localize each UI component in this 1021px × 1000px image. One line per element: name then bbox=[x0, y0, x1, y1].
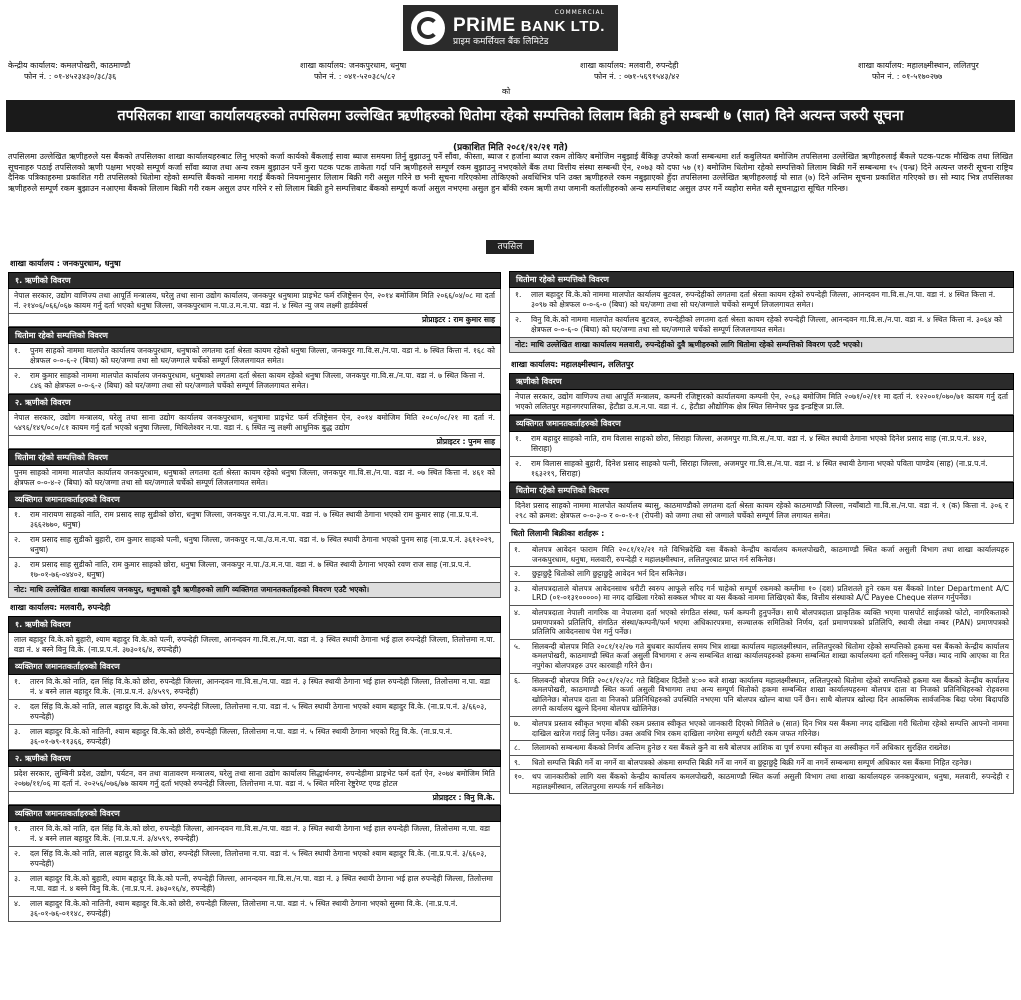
list-item: ३. लाल बहादुर वि.के.को नातिनी, श्याम बहादुर वि.के.को छोरी, रुपन्देही जिल्ला, तिलोत्तमा न.पा. वडा नं. ५ स्थित स्थायी ठेगाना भएको रितु वि.के. (ना.प्र.प.नं. ३६-०१-७९-११३६६, रुपन्देही) bbox=[8, 725, 501, 750]
collateral-detail: पुनम साहको नाममा मालपोत कार्यालय जनकपुरधाम, धनुषाको लगतमा दर्ता श्रेस्ता कायम रहेको धनुषा जिल्ला, जनकपुर गा.वि.स./न.पा. वडा नं. ०७ स्थित कित्ता नं. ४६१ को क्षेत्रफल ०-०-४-२ (बिघा) को घर/जग्गा तथा सो घर/जग्गाले चर्चेको सम्पूर्ण लिजलगायत समेत। bbox=[8, 466, 501, 491]
intro-paragraph: तपसिलमा उल्लेखित ऋणीहरुले यस बैंकको तपसिलका शाखा कार्यालयहरुबाट लिनु भएको कर्जा कार्यको बैंकलाई सावा ब्याज समयमा तिर्नु बुझाउनु पर्ने सौंवा, कीस्ता, ब्याज र हर्जाना ब्याज रकम तोकिए बमोजिम नबुझाई बैंकिङ्ग उपरेको कर्जा सम्बन्धमा शर्त कबुलियत बमोजिम तपसिलमा उल्लेखित ऋणीहरुलाई बैंकले पटक-पटक मौखिक तथा लिखित सूचनाहरु पठाई तपसिलको ऋणी पक्षमा भएको सम्पूर्ण कर्जा साँवा ब्याज तथा अन्य रकम बुझाउन पर्ने कुरा पटक पटक ताकेता गर्दा पनि ऋणीहरुले सम्पूर्ण रकम बुझाउनु नभएकोले बैंक तथा वित्तीय संस्था सम्बन्धी ऐन, २०७३ को दफा ५७ (१) बमोजिम धितोमा रहेको सम्पत्तिको लिलाम बिक्री गर्ने सम्बन्धमा १५ (पन्ध्र) दिने अत्यन्त जरुरी सूचना राष्ट्रिय दैनिक पत्रिकाहरुमा प्रकाशित गरी तपसिलको धितोमा रहेको सम्पत्ति बैंकको नाममा गराई बैंकको नियमानुसार लिलाम बिक्री गरी असुल गरिने छ भनी सूचना गरिएकोमा तोकिएको अवधिभित्र पनि उक्त ऋणीहरुले रकम नबुझाएको हुँदा तपसिलमा उल्लेखित ऋणीहरुलाई यो सात (७) दिने अन्तिम सूचना प्रकाशित गरिएको छ। सो म्याद भित्र तपसिलका ऋणीहरुले सम्पूर्ण रकम बुझाउन नआएमा बैंकको लिलाम बिक्री गरी रकम असुल उपर गरिने र सो लिलाम बिक्री हुने सम्पत्तिबाट बैंकको सम्पूर्ण कर्जा असुल नभएमा असुल हुन बाँकी रकम ऋणी तथा जमानी कर्तालीहरुको अन्य सम्पत्तिबाट असुल उपर गर्ने व्यहोरा समेत यसै सूचनाद्वारा सूचित गरिन्छ। bbox=[8, 152, 1013, 193]
condition-item: ९. धितो सम्पत्ति बिक्री गर्ने वा नगर्ने वा बोलपत्रको अंकमा सम्पत्ति बिक्री गर्ने वा नगर्ने वा छुट्टाछुट्टै बिक्री गर्ने वा नगर्ने सम्बन्धमा सम्पूर्ण अधिकार यस बैंकमा निहित रहनेछ। bbox=[509, 756, 1014, 771]
section-header: व्यक्तिगत जमानतकर्ताहरुको विवरण bbox=[8, 805, 501, 822]
bank-logo bbox=[403, 5, 618, 51]
section-header: २. ऋणीको विवरण bbox=[8, 394, 501, 411]
conditions-list bbox=[509, 542, 1014, 794]
condition-item: १. बोलपत्र आवेदन फाराम मिति २०८१/१२/२१ गते विभिन्नदेखि यस बैंकको केन्द्रीय कार्यालय कमलपोखरी, काठमाण्डौ स्थित कर्जा असुली विभाग तथा शाखा कार्यालयहरु जनकपुरधाम, धनुषा, मलवारी, रुपन्देही र महालक्ष्मीस्थान, ललितपुरबाट प्राप्त गर्न सकिनेछ। bbox=[509, 542, 1014, 567]
list-item: १. लाल बहादुर वि.के.को नाममा मालपोत कार्यालय बुटवल, रुपन्देहीको लगतमा दर्ता श्रेस्ता कायम रहेको रुपन्देही जिल्ला, आनन्दवन गा.वि.स./न.पा. वडा नं. ४ स्थित कित्ता नं. ३०९७ को क्षेत्रफल ०-०-६-० (बिघा) को घर/जग्गा तथा सो घर/जग्गाले चर्चेको सम्पूर्ण लिजलगायत समेत। bbox=[509, 288, 1014, 313]
logo-nepali-name: प्राइम कमर्सियल बैंक लिमिटेड bbox=[453, 36, 549, 47]
section-header: धितोमा रहेको सम्पत्तिको विवरण bbox=[509, 482, 1014, 499]
section-header: व्यक्तिगत जमानतकर्ताहरुको विवरण bbox=[8, 658, 501, 675]
logo-brand: PRiME bbox=[453, 14, 516, 36]
condition-item: २. छुट्टाछुट्टै धितोको लागि छुट्टाछुट्टै आवेदन भर्न दिन सकिनेछ। bbox=[509, 567, 1014, 582]
condition-item: ६. सिलबन्दी बोलपत्र मिति २०८१/१२/२८ गते बिहिबार दिउँसो ४:०० बजे शाखा कार्यालय महालक्ष्मीस्थान, ललितपुरको धितोमा रहेको सम्पत्तिको हकमा यस बैंकको केन्द्रीय कार्यालय कमलपोखरी, काठमाण्डौ स्थित कर्जा असुली विभागमा तथा अन्य सम्पूर्ण धितोको हकमा सम्बन्धित शाखा कार्यालयहरुमा बोलपत्र दाता वा निजको प्रतिनिधिहरुको रोहवरमा खोलिनेछ। बोलपत्र दाता वा निजको प्रतिनिधिहरुको उपस्थिति नभएमा पनि बोलपत्र खोल्न बाधा पर्ने छैन। साथै बोलपत्र खोल्दा दिन आकस्मिक सार्वजनिक बिदा परेमा बिदापछि लगत्तै कार्यालय खुल्ने दिनमा बोलपत्र खोलिनेछ। bbox=[509, 674, 1014, 717]
office-janakpur: शाखा कार्यालय: जनकपुरधाम, धनुषा फोन नं. : ०४१-५२०३८५/८२ bbox=[300, 61, 407, 81]
conditions-title: धितो लिलामी बिक्रीका शर्तहरू : bbox=[511, 529, 605, 538]
list-item: ३. लाल बहादुर वि.के.को बुहारी, श्याम बहादुर वि.के.को पत्नी, रुपन्देही जिल्ला, आनन्दवन गा.वि.स./न.पा. वडा नं. ३ स्थित स्थायी ठेगाना भई हाल रुपन्देही जिल्ला, तिलोत्तमा न.पा. वडा नं. ४ बस्ने विनु वि.के. (ना.प्र.प.नं. ३७३०१६/४, रुपन्देही) bbox=[8, 872, 501, 897]
list-item: १. तारन वि.के.को नाति, दल सिंह वि.के.को छोरा, रुपन्देही जिल्ला, आनन्दवन गा.वि.स./न.पा. वडा नं. ३ स्थित स्थायी ठेगाना भई हाल रुपन्देही जिल्ला, तिलोत्तमा न.पा. वडा नं. ४ बस्ने लाल बहादुर वि.के. (ना.प्र.प.नं. ३/४५९९, रुपन्देही) bbox=[8, 822, 501, 847]
proprietor: प्रोप्राइटर : विनु वि.के. bbox=[8, 792, 501, 805]
list-item: २. राम विलास साहको बुहारी, दिनेश प्रसाद साहको पत्नी, सिराहा जिल्ला, अजमपुर गा.वि.स./न.पा. वडा नं. ४ स्थित स्थायी ठेगाना भएको पविता पाण्डेय (साह) (ना.प्र.प.नं. १६३२१९, सिराहा) bbox=[509, 457, 1014, 482]
section-header: २. ऋणीको विवरण bbox=[8, 750, 501, 767]
section-header: व्यक्तिगत जमानतकर्ताहरुको विवरण bbox=[509, 415, 1014, 432]
section-header: १. ऋणीको विवरण bbox=[8, 616, 501, 633]
proprietor: प्रोप्राइटर : राम कुमार साह bbox=[8, 314, 501, 327]
condition-item: ३. बोलपत्रदाताले बोलपत्र आवेदनसाथ धरौटी स्वरुप आफूले सरिद गर्न चाहेको सम्पूर्ण रकमको कम्तीमा १० (दश) प्रतिशतले हुने रकम यस बैंकको Inter Department A/C LRD (०१-०१३१०००००) मा नगद दाखिला गरेको सक्कल भौचर वा यस बैंकको नाममा लिखिएको बैंक, वित्तीय संस्थाको A/C Payee Cheque संलग्न गर्नुपर्नेछ। bbox=[509, 582, 1014, 606]
borrower-detail: नेपाल सरकार, उद्योग मन्त्रालय, घरेलु तथा साना उद्योग कार्यालय जनकपुरधाम, धनुषामा प्राइभेट फर्म रजिष्ट्रेसन ऐन, २०१४ बमोजिम मिति २०८०/०८/२१ मा दर्ता नं. ५४९६/१४९/०८०/८१ कायम गर्नु दर्ता भएको धनुषा जिल्ला, मिथिलेश्वर न.पा. वडा नं. ६ स्थित न्यु लक्ष्मी आधुनिक बुद्ध उद्योग bbox=[8, 411, 501, 436]
section-header: धितोमा रहेको सम्पत्तिको विवरण bbox=[8, 449, 501, 466]
office-malwari: शाखा कार्यालय: मलवारी, रुपन्देही फोन नं. : ०७१-५६९१५४३/४२ bbox=[580, 61, 680, 81]
left-column bbox=[8, 256, 501, 922]
notice-title: तपसिलका शाखा कार्यालयहरुको तपसिलमा उल्लेखित ऋणीहरुको धितोमा रहेको सम्पत्तिको लिलाम बिक्री हुने सम्बन्धी ७ (सात) दिने अत्यन्त जरुरी सूचना bbox=[6, 100, 1015, 132]
branch-malwari: शाखा कार्यालय: मलवारी, रुपन्देही bbox=[10, 603, 111, 612]
section-header: धितोमा रहेको सम्पत्तिको विवरण bbox=[8, 327, 501, 344]
office-addresses bbox=[0, 60, 1021, 84]
condition-item: १०. थप जानकारीको लागि यस बैंकको केन्द्रीय कार्यालय कमलपोखरी, काठमाण्डौ स्थित कर्जा असुली विभाग तथा शाखा कार्यालयहरु जनकपुरधाम, धनुषा, मलवारी, रुपन्देही र महालक्ष्मीस्थान, ललितपुरमा सम्पर्क गर्न सकिनेछ। bbox=[509, 770, 1014, 794]
borrower-detail: नेपाल सरकार, उद्योग वाणिज्य तथा आपूर्ति मन्त्रालय, घरेलु तथा साना उद्योग कार्यालय, जनकपुर धनुषामा प्राइभेट फर्म रजिष्ट्रेसन ऐन, २०१४ बमोजिम मिति २०६६/०४/०८ मा दर्ता नं. २१४०६/०६६/०६७ कायम गर्नु दर्ता भएको धनुषा जिल्ला, जनकपुरधाम न.पा.उ.म.न.पा. वडा नं. ४ स्थित न्यु जय लक्ष्मी हार्डवेयर्स bbox=[8, 289, 501, 314]
condition-item: ४. बोलपत्रदाता नेपाली नागरिक वा नेपालमा दर्ता भएको संगठित संस्था, फर्म कम्पनी हुनुपर्नेछ। साथै बोलपत्रदाता प्राकृतिक व्यक्ति भएमा पासपोर्ट साईजको फोटो, नागरिकताको प्रमाणपत्रको प्रतिलिपि, संगठित संस्था/कम्पनी/फर्म भएमा अधिकारपत्रमा, सञ्चालक समितिको निर्णय, दर्ता प्रमाणपत्रको प्रतिलिपि, स्थायी लेखा नम्बर (PAN) प्रमाणपत्रको प्रतिलिपि आवेदनसाथ पेश गर्नु पर्नेछ। bbox=[509, 606, 1014, 640]
logo-emblem-icon bbox=[411, 11, 445, 45]
section-header: धितोमा रहेको सम्पत्तिको विवरण bbox=[509, 271, 1014, 288]
note: नोट: माथि उल्लेखित शाखा कार्यालय मलवारी, रुपन्देहीको दुवै ऋणीहरुको लागि धितोमा रहेको सम्पत्तिको विवरण एउटै भएको। bbox=[509, 338, 1014, 353]
logo-commercial: COMMERCIAL bbox=[554, 8, 605, 16]
borrower-detail: लाल बहादुर वि.के.को बुहारी, श्याम बहादुर वि.के.को पत्नी, रुपन्देही जिल्ला, आनन्दवन गा.वि.स./न.पा. वडा नं. ३ स्थित स्थायी ठेगाना भई हाल रुपन्देही जिल्ला, तिलोत्तमा न.पा. वडा नं. ४ बस्ने विनु वि.के. (ना.प्र.प.नं. ३७३०१६/४, रुपन्देही) bbox=[8, 633, 501, 658]
branch-janakpur: शाखा कार्यालय : जनकपुरधाम, धनुषा bbox=[10, 259, 121, 268]
logo-bank: BANK LTD. bbox=[520, 17, 605, 35]
list-item: ४. लाल बहादुर वि.के.को नातिनी, श्याम बहादुर वि.के.को छोरी, रुपन्देही जिल्ला, तिलोत्तमा न.पा. वडा नं. ५ स्थित स्थायी ठेगाना भएको सुस्मा वि.के. (ना.प्र.प.नं. ३६-०१-७६-०११४८, रुपन्देही) bbox=[8, 897, 501, 922]
condition-item: ५. सिलबन्दी बोलपत्र मिति २०८१/१२/२७ गते बुधबार कार्यालय समय भित्र शाखा कार्यालय महालक्ष्मीस्थान, ललितपुरको धितोमा रहेको सम्पत्तिको हकमा यस बैंकको केन्द्रीय कार्यालय कमलपोखरी, काठमाण्डौ स्थित कर्जा असुली विभागमा र अन्य सम्बन्धित शाखा कार्यालयहरुको हकमा सम्बन्धित शाखा कार्यालयमा दर्ता गरिसक्नु पर्नेछ। म्याद नाघि आएका वा रित नपुगेका बोलपत्रहरु उपर कारवाही गरिने छैन। bbox=[509, 640, 1014, 674]
branch-lalitpur: शाखा कार्यालय: महालक्ष्मीस्थान, ललितपुर bbox=[511, 360, 634, 369]
office-lalitpur: शाखा कार्यालय: महालक्ष्मीस्थान, ललितपुर फोन नं. : ०१-५१७०२७७ bbox=[858, 61, 979, 81]
list-item: २. दल सिंह वि.के.को नाति, लाल बहादुर वि.के.को छोरा, रुपन्देही जिल्ला, तिलोत्तमा न.पा. वडा नं. ५ स्थित स्थायी ठेगाना भएको श्याम बहादुर वि.के. (ना.प्र.प.नं. ३/६६०३, रुपन्देही) bbox=[8, 700, 501, 725]
condition-item: ७. बोलपत्र प्रस्ताव स्वीकृत भएमा बाँकी रकम प्रस्ताव स्वीकृत भएको जानकारी दिएको मितिले ७ (सात) दिन भित्र यस बैंकमा नगद दाखिला गरी धितोमा रहेको सम्पत्ति आफ्नो नाममा दाखिल खारेज गराई लिनु पर्नेछ। उक्त अवधि भित्र रकम दाखिला नगरेमा सम्पूर्ण धरौटी रकम जफत गरिनेछ। bbox=[509, 717, 1014, 741]
list-item: १. राम बहादुर साहको नाति, राम विलास साहको छोरा, सिराहा जिल्ला, अजमपुर गा.वि.स./न.पा. वडा नं. ४ स्थित स्थायी ठेगाना भएको दिनेश प्रसाद साह (ना.प्र.प.नं. ४४२, सिराहा) bbox=[509, 432, 1014, 457]
proprietor: प्रोप्राइटर : पुनम साह bbox=[8, 436, 501, 449]
published-date: (प्रकाशित मिति २०८१/१२/२१ गते) bbox=[453, 143, 568, 153]
right-column bbox=[509, 271, 1014, 794]
list-item: ३. राम प्रसाद साह सुडीको नाति, राम कुमार साहको छोरा, धनुषा जिल्ला, जनकपुर न.पा./उ.म.न.पा. वडा नं. ७ स्थित स्थायी ठेगाना भएको रवण राज साह (ना.प्र.प.नं. १७-०१-७६-०४४०२, धनुषा) bbox=[8, 558, 501, 583]
ko-label: को bbox=[502, 87, 511, 96]
collateral-detail: दिनेश प्रसाद साहको नाममा मालपोत कार्यालय ब्यासु, काठमाण्डौको लगतमा दर्ता श्रेस्ता कायम रहेको काठमाण्डौ जिल्ला, नयाँबाटो गा.वि.स./न.पा. वडा नं. १ (क) कित्ता नं. ३०६ र २९८ को क्रमश: क्षेत्रफल ०-०-३-० र ०-०-१-१ (रोपनी) को जग्गा तथा सो जग्गाले चर्चेको सम्पूर्ण लिज लगायत समेत। bbox=[509, 499, 1014, 524]
list-item: २. राम प्रसाद साह सुडीको बुहारी, राम कुमार साहको पत्नी, धनुषा जिल्ला, जनकपुर न.पा./उ.म.न.पा. वडा नं. ७ स्थित स्थायी ठेगाना भएको पुनम साह (ना.प्र.प.नं. ३६१२०२९, धनुषा) bbox=[8, 533, 501, 558]
section-header: व्यक्तिगत जमानतकर्ताहरुको विवरण bbox=[8, 491, 501, 508]
list-item: १. तारन वि.के.को नाति, दल सिंह वि.के.को छोरा, रुपन्देही जिल्ला, आनन्दवन गा.वि.स./न.पा. वडा नं. ३ स्थित स्थायी ठेगाना भई हाल रुपन्देही जिल्ला, तिलोत्तमा न.पा. वडा नं. ४ बस्ने लाल बहादुर वि.के. (ना.प्र.प.नं. ३/४५९९, रुपन्देही) bbox=[8, 675, 501, 700]
borrower-detail: नेपाल सरकार, उद्योग वाणिज्य तथा आपूर्ति मन्त्रालय, कम्पनी रजिष्ट्रारको कार्यालयमा कम्पनी ऐन, २०६३ बमोजिम मिति २०७१/०२/११ मा दर्ता नं. १२२००१/०७०/७१ कायम गर्नु दर्ता भएको ललितपुर महानगरपालिका, हेटौडा उ.म.न.पा. वडा नं. ८, हेटौडा औद्योगिक क्षेत्र स्थित सिग्नेचर फुड इन्डष्ट्रिज प्रा.लि. bbox=[509, 390, 1014, 415]
list-label: तपसिल bbox=[486, 240, 534, 254]
condition-item: ८. लिलामको सम्बन्धमा बैंकको निर्णय अन्तिम हुनेछ र यस बैंकले कुनै वा सबै बोलपत्र आंशिक वा पूर्ण रुपमा स्वीकृत वा अस्वीकृत गर्ने अधिकार सुरक्षित राख्नेछ। bbox=[509, 741, 1014, 756]
list-item: १. राम नारायण साहको नाति, राम प्रसाद साह सुडीको छोरा, धनुषा जिल्ला, जनकपुर न.पा./उ.म.न.पा. वडा नं. ७ स्थित स्थायी ठेगाना भएको राम कुमार साह (ना.प्र.प.नं. ३६६२७७०, धनुषा) bbox=[8, 508, 501, 533]
list-item: २. दल सिंह वि.के.को नाति, लाल बहादुर वि.के.को छोरा, रुपन्देही जिल्ला, तिलोत्तमा न.पा. वडा नं. ५ स्थित स्थायी ठेगाना भएको श्याम बहादुर वि.के. (ना.प्र.प.नं. ३/६६०३, रुपन्देही) bbox=[8, 847, 501, 872]
borrower-detail: प्रदेश सरकार, लुम्बिनी प्रदेश, उद्योग, पर्यटन, वन तथा वातावरण मन्त्रालय, घरेलु तथा साना उद्योग कार्यालय सिद्धार्थनगर, रुपन्देहीमा प्राइभेट फर्म दर्ता ऐन, २०७४ बमोजिम मिति २०७७/११/०६ मा दर्ता नं. २०२५६/०७६/७७ कायम गर्नु दर्ता भएको रुपन्देही जिल्ला, तिलोत्तमा न.पा. वडा नं. ५ स्थित मरिना रेष्टुरेण्ट एण्ड होटल bbox=[8, 767, 501, 792]
section-header: १. ऋणीको विवरण bbox=[8, 272, 501, 289]
list-item: २. राम कुमार साहको नाममा मालपोत कार्यालय जनकपुरधाम, धनुषाको लगतमा दर्ता श्रेस्ता कायम रहेको धनुषा जिल्ला, जनकपुर गा.वि.स./न.पा. वडा नं. ७ स्थित कित्ता नं. ८४६ को क्षेत्रफल ०-०-६-२ (बिघा) को घर/जग्गा तथा सो घर/जग्गाले चर्चेको सम्पूर्ण लिजलगायत समेत। bbox=[8, 369, 501, 394]
note: नोट: माथि उल्लेखित शाखा कार्यालय जनकपुर, धनुषाको दुवै ऋणीहरुको लागि व्यक्तिगत जमानतकर्ताहरुको विवरण एउटै भएको। bbox=[8, 583, 501, 598]
office-central: केन्द्रीय कार्यालय: कमलपोखरी, काठमाण्डौ फोन नं. : ०१-४५२३४३०/३८/३६ bbox=[8, 61, 131, 81]
list-item: १. पुनम साहको नाममा मालपोत कार्यालय जनकपुरधाम, धनुषाको लगतमा दर्ता श्रेस्ता कायम रहेको धनुषा जिल्ला, जनकपुर गा.वि.स./न.पा. वडा नं. ७ स्थित कित्ता नं. १६८ को क्षेत्रफल ०-०-६-२ (बिघा) को घर/जग्गा तथा सो घर/जग्गाले चर्चेको सम्पूर्ण लिजलगायत समेत। bbox=[8, 344, 501, 369]
list-item: २. विनु वि.के.को नाममा मालपोत कार्यालय बुटवल, रुपन्देहीको लगतमा दर्ता श्रेस्ता कायम रहेको रुपन्देही जिल्ला, आनन्दवन गा.वि.स./न.पा. वडा नं. ४ स्थित कित्ता नं. ३०६४ को क्षेत्रफल ०-०-६-० (बिघा) को घर/जग्गा तथा सो घर/जग्गाले चर्चेको सम्पूर्ण लिजलगायत समेत। bbox=[509, 313, 1014, 338]
section-header: ऋणीको विवरण bbox=[509, 373, 1014, 390]
